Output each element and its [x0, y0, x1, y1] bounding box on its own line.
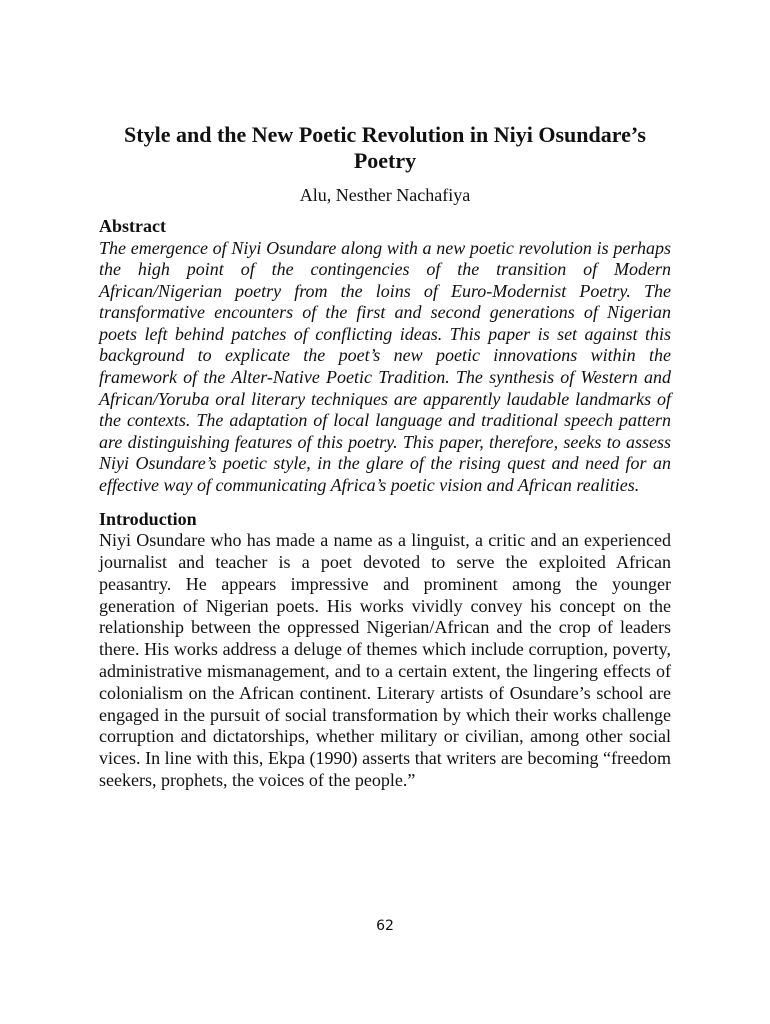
- author-name: Alu, Nesther Nachafiya: [299, 185, 471, 205]
- paper-title: [99, 122, 671, 174]
- page-number: 62: [376, 918, 394, 934]
- paper-title-line-1: Style and the New Poetic Revolution in Niyi Osundare’s: [124, 122, 646, 147]
- abstract-text: The emergence of Niyi Osundare along with a new poetic revolution is perhaps the high point of the contingencies of the transition of Modern African/Nigerian poetry from the loins of Euro-Modernist Poetry. The transformative encounters of the first and second generations of Nigerian poets left behind patches of conflicting ideas. This paper is set against this background to explicate the poet’s new poetic innovations within the framework of the Alter-Native Poetic Tradition. The synthesis of Western and African/Yoruba oral literary techniques are apparently laudable landmarks of the contexts. The adaptation of local language and traditional speech pattern are distinguishing features of this poetry. This paper, therefore, seeks to assess Niyi Osundare’s poetic style, in the glare of the rising quest and need for an effective way of communicating Africa’s poetic vision and African realities.: [99, 237, 671, 496]
- document-page: [99, 122, 671, 792]
- introduction-text: Niyi Osundare who has made a name as a linguist, a critic and an experienced journalist and teacher is a poet devoted to serve the exploited African peasantry. He appears impressive and prominent among the younger generation of Nigerian poets. His works vividly convey his concept on the relationship between the oppressed Nigerian/African and the crop of leaders there. His works address a deluge of themes which include corruption, poverty, administrative mismanagement, and to a certain extent, the lingering effects of colonialism on the African continent. Literary artists of Osundare’s school are engaged in the pursuit of social transformation by which their works challenge corruption and dictatorships, whether military or civilian, among other social vices. In line with this, Ekpa (1990) asserts that writers are becoming “freedom seekers, prophets, the voices of the people.”: [99, 530, 671, 790]
- abstract-heading: Abstract: [99, 216, 166, 236]
- introduction-heading: Introduction: [99, 508, 197, 529]
- paper-title-line-2: Poetry: [353, 148, 417, 173]
